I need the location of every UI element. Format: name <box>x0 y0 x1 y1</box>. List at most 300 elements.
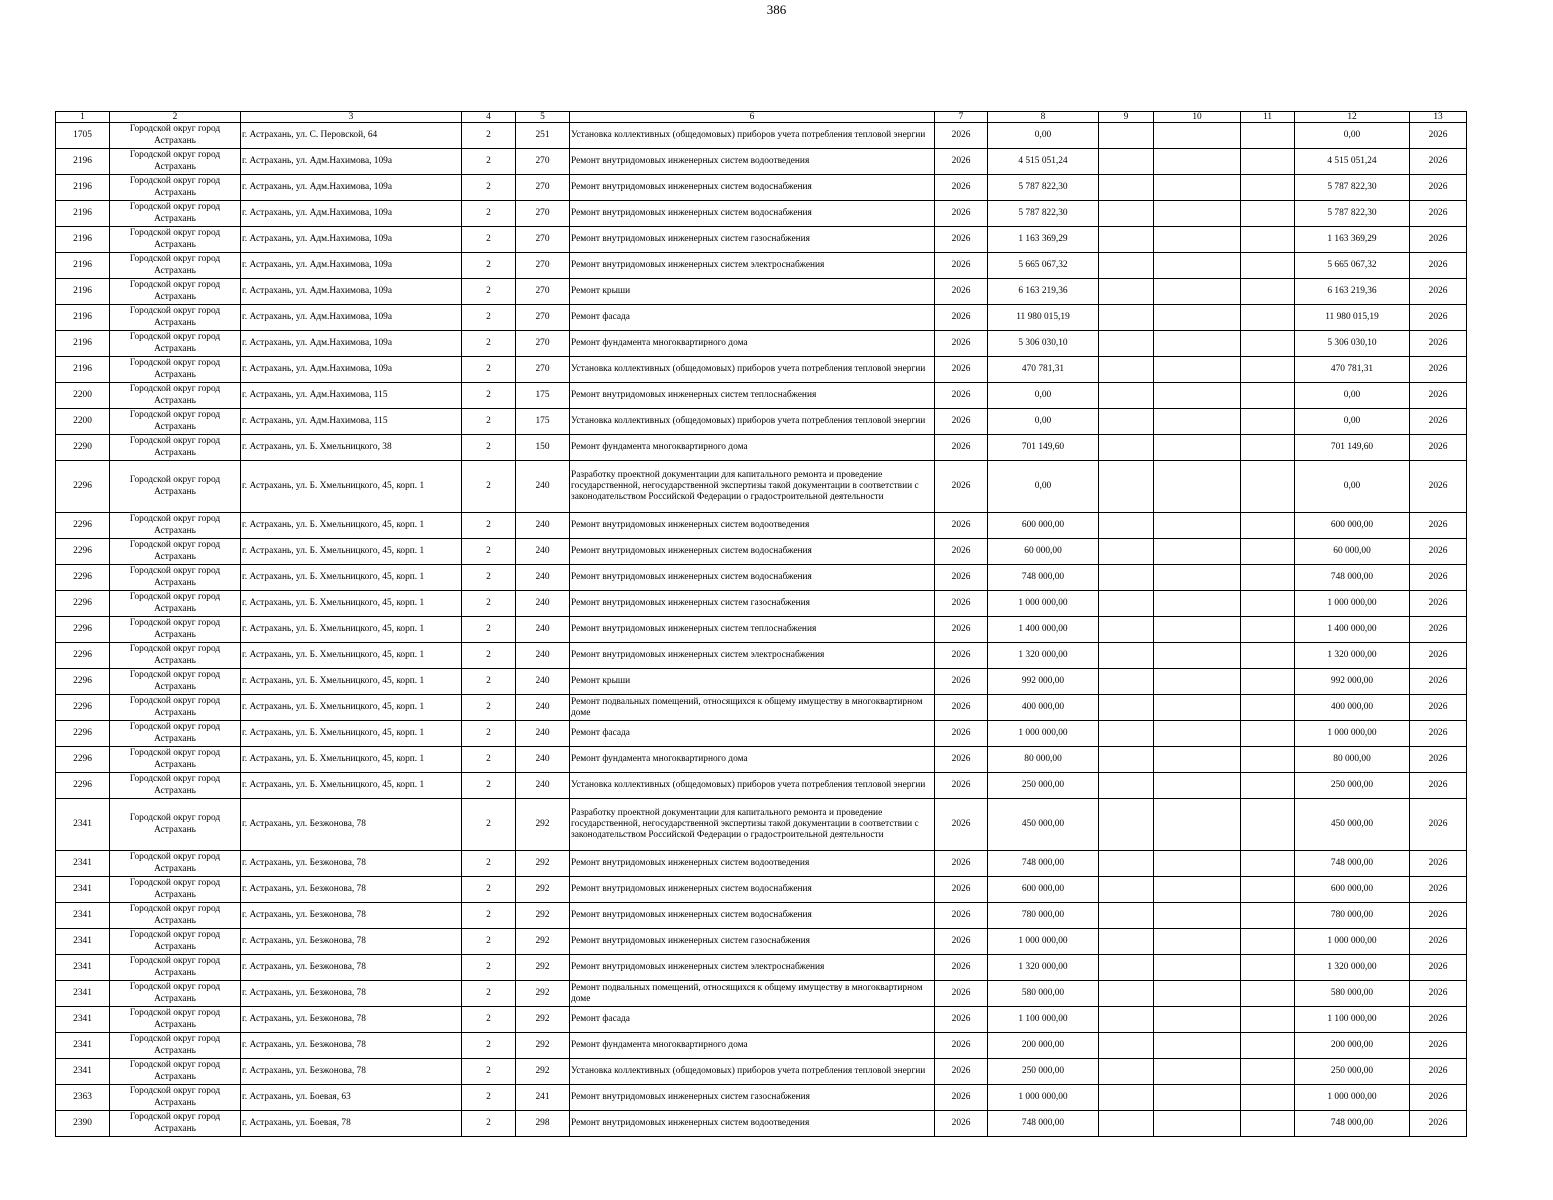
column-4-cell: 2 <box>462 617 516 643</box>
table-row <box>56 123 1467 149</box>
work-type-cell: Ремонт фасада <box>570 721 935 747</box>
house-id-cell: 1705 <box>56 123 110 149</box>
work-type-cell: Ремонт внутридомовых инженерных систем электроснабжения <box>570 643 935 669</box>
column-10-cell <box>1154 903 1241 929</box>
house-id-cell: 2296 <box>56 721 110 747</box>
completion-year-cell: 2026 <box>1410 695 1467 721</box>
column-10-cell <box>1154 149 1241 175</box>
column-4-cell: 2 <box>462 565 516 591</box>
column-11-cell <box>1241 955 1295 981</box>
column-9-cell <box>1099 1007 1154 1033</box>
column-10-cell <box>1154 513 1241 539</box>
column-5-cell: 270 <box>516 201 570 227</box>
column-10-cell <box>1154 1007 1241 1033</box>
cost-cell: 1 100 000,00 <box>988 1007 1099 1033</box>
amount-cell: 470 781,31 <box>1295 357 1410 383</box>
cost-cell: 0,00 <box>988 123 1099 149</box>
column-5-cell: 292 <box>516 955 570 981</box>
cost-cell: 450 000,00 <box>988 799 1099 851</box>
completion-year-cell: 2026 <box>1410 435 1467 461</box>
column-9-cell <box>1099 175 1154 201</box>
column-11-cell <box>1241 1059 1295 1085</box>
work-type-cell: Ремонт внутридомовых инженерных систем теплоснабжения <box>570 617 935 643</box>
house-id-cell: 2296 <box>56 773 110 799</box>
amount-cell: 0,00 <box>1295 461 1410 513</box>
column-4-cell: 2 <box>462 461 516 513</box>
completion-year-cell: 2026 <box>1410 1033 1467 1059</box>
column-10-cell <box>1154 383 1241 409</box>
cost-cell: 1 000 000,00 <box>988 1085 1099 1111</box>
house-id-cell: 2296 <box>56 565 110 591</box>
completion-year-cell: 2026 <box>1410 383 1467 409</box>
column-11-cell <box>1241 643 1295 669</box>
cost-cell: 250 000,00 <box>988 1059 1099 1085</box>
column-4-cell: 2 <box>462 877 516 903</box>
cost-cell: 60 000,00 <box>988 539 1099 565</box>
address-cell: г. Астрахань, ул. Безжонова, 78 <box>241 877 462 903</box>
column-11-cell <box>1241 461 1295 513</box>
column-4-cell: 2 <box>462 279 516 305</box>
address-cell: г. Астрахань, ул. Адм.Нахимова, 109а <box>241 175 462 201</box>
work-type-cell: Ремонт внутридомовых инженерных систем газоснабжения <box>570 1085 935 1111</box>
column-5-cell: 240 <box>516 721 570 747</box>
amount-cell: 1 400 000,00 <box>1295 617 1410 643</box>
year-cell: 2026 <box>935 227 988 253</box>
column-9-cell <box>1099 149 1154 175</box>
completion-year-cell: 2026 <box>1410 305 1467 331</box>
table-row <box>56 331 1467 357</box>
municipality-cell: Городской округ город Астрахань <box>110 1007 241 1033</box>
amount-cell: 748 000,00 <box>1295 565 1410 591</box>
address-cell: г. Астрахань, ул. Безжонова, 78 <box>241 851 462 877</box>
table-row <box>56 643 1467 669</box>
column-4-cell: 2 <box>462 747 516 773</box>
work-type-cell: Ремонт фундамента многоквартирного дома <box>570 1033 935 1059</box>
column-4-cell: 2 <box>462 227 516 253</box>
address-cell: г. Астрахань, ул. С. Перовской, 64 <box>241 123 462 149</box>
municipality-cell: Городской округ город Астрахань <box>110 1085 241 1111</box>
column-5-cell: 251 <box>516 123 570 149</box>
column-4-cell: 2 <box>462 929 516 955</box>
column-9-cell <box>1099 357 1154 383</box>
municipality-cell: Городской округ город Астрахань <box>110 955 241 981</box>
column-10-cell <box>1154 981 1241 1007</box>
column-10-cell <box>1154 175 1241 201</box>
column-11-cell <box>1241 201 1295 227</box>
municipality-cell: Городской округ город Астрахань <box>110 617 241 643</box>
column-10-cell <box>1154 1111 1241 1137</box>
work-type-cell: Ремонт подвальных помещений, относящихся к общему имуществу в многоквартирном доме <box>570 695 935 721</box>
column-11-cell <box>1241 123 1295 149</box>
amount-cell: 11 980 015,19 <box>1295 305 1410 331</box>
cost-cell: 400 000,00 <box>988 695 1099 721</box>
address-cell: г. Астрахань, ул. Б. Хмельницкого, 45, корп. 1 <box>241 773 462 799</box>
work-type-cell: Ремонт внутридомовых инженерных систем водоотведения <box>570 851 935 877</box>
column-9-cell <box>1099 253 1154 279</box>
column-10-cell <box>1154 123 1241 149</box>
amount-cell: 1 000 000,00 <box>1295 591 1410 617</box>
table-row <box>56 903 1467 929</box>
cost-cell: 1 320 000,00 <box>988 955 1099 981</box>
column-9-cell <box>1099 279 1154 305</box>
municipality-cell: Городской округ город Астрахань <box>110 435 241 461</box>
completion-year-cell: 2026 <box>1410 929 1467 955</box>
column-9-cell <box>1099 461 1154 513</box>
municipality-cell: Городской округ город Астрахань <box>110 383 241 409</box>
column-4-cell: 2 <box>462 773 516 799</box>
table-row <box>56 409 1467 435</box>
amount-cell: 1 163 369,29 <box>1295 227 1410 253</box>
house-id-cell: 2341 <box>56 981 110 1007</box>
completion-year-cell: 2026 <box>1410 357 1467 383</box>
column-9-cell <box>1099 773 1154 799</box>
column-5-cell: 292 <box>516 799 570 851</box>
work-type-cell: Ремонт внутридомовых инженерных систем газоснабжения <box>570 929 935 955</box>
house-id-cell: 2341 <box>56 877 110 903</box>
work-type-cell: Ремонт внутридомовых инженерных систем водоотведения <box>570 1111 935 1137</box>
column-11-cell <box>1241 305 1295 331</box>
house-id-cell: 2196 <box>56 201 110 227</box>
cost-cell: 748 000,00 <box>988 1111 1099 1137</box>
column-5-cell: 240 <box>516 591 570 617</box>
address-cell: г. Астрахань, ул. Б. Хмельницкого, 45, корп. 1 <box>241 669 462 695</box>
year-cell: 2026 <box>935 669 988 695</box>
cost-cell: 600 000,00 <box>988 877 1099 903</box>
municipality-cell: Городской округ город Астрахань <box>110 981 241 1007</box>
completion-year-cell: 2026 <box>1410 877 1467 903</box>
cost-cell: 580 000,00 <box>988 981 1099 1007</box>
column-4-cell: 2 <box>462 435 516 461</box>
column-9-cell <box>1099 799 1154 851</box>
cost-cell: 0,00 <box>988 383 1099 409</box>
completion-year-cell: 2026 <box>1410 539 1467 565</box>
cost-cell: 4 515 051,24 <box>988 149 1099 175</box>
house-id-cell: 2196 <box>56 175 110 201</box>
amount-cell: 0,00 <box>1295 383 1410 409</box>
municipality-cell: Городской округ город Астрахань <box>110 513 241 539</box>
completion-year-cell: 2026 <box>1410 617 1467 643</box>
year-cell: 2026 <box>935 253 988 279</box>
cost-cell: 1 000 000,00 <box>988 929 1099 955</box>
column-5-cell: 241 <box>516 1085 570 1111</box>
address-cell: г. Астрахань, ул. Боевая, 78 <box>241 1111 462 1137</box>
column-4-cell: 2 <box>462 591 516 617</box>
column-10-cell <box>1154 591 1241 617</box>
column-9-cell <box>1099 617 1154 643</box>
column-10-cell <box>1154 747 1241 773</box>
completion-year-cell: 2026 <box>1410 149 1467 175</box>
column-5-cell: 292 <box>516 1059 570 1085</box>
table-row <box>56 539 1467 565</box>
work-type-cell: Разработку проектной документации для капитального ремонта и проведение государственной, негосударственной экспертизы такой документации в соответствии с законодательством Российской Федерации о градостроительной деятельности <box>570 461 935 513</box>
column-11-cell <box>1241 929 1295 955</box>
house-id-cell: 2196 <box>56 253 110 279</box>
column-10-cell <box>1154 409 1241 435</box>
house-id-cell: 2196 <box>56 279 110 305</box>
municipality-cell: Городской округ город Астрахань <box>110 253 241 279</box>
cost-cell: 1 320 000,00 <box>988 643 1099 669</box>
column-10-cell <box>1154 1033 1241 1059</box>
column-11-cell <box>1241 695 1295 721</box>
column-9-cell <box>1099 305 1154 331</box>
municipality-cell: Городской округ город Астрахань <box>110 175 241 201</box>
house-id-cell: 2196 <box>56 149 110 175</box>
column-4-cell: 2 <box>462 1033 516 1059</box>
amount-cell: 780 000,00 <box>1295 903 1410 929</box>
column-4-cell: 2 <box>462 851 516 877</box>
completion-year-cell: 2026 <box>1410 773 1467 799</box>
house-id-cell: 2341 <box>56 799 110 851</box>
house-id-cell: 2196 <box>56 331 110 357</box>
column-4-cell: 2 <box>462 305 516 331</box>
year-cell: 2026 <box>935 461 988 513</box>
column-4-cell: 2 <box>462 123 516 149</box>
column-5-cell: 240 <box>516 747 570 773</box>
house-id-cell: 2296 <box>56 591 110 617</box>
column-10-cell <box>1154 201 1241 227</box>
column-9-cell <box>1099 955 1154 981</box>
column-9-cell <box>1099 383 1154 409</box>
amount-cell: 450 000,00 <box>1295 799 1410 851</box>
house-id-cell: 2200 <box>56 409 110 435</box>
cost-cell: 1 000 000,00 <box>988 721 1099 747</box>
column-11-cell <box>1241 799 1295 851</box>
column-4-cell: 2 <box>462 201 516 227</box>
house-id-cell: 2296 <box>56 617 110 643</box>
completion-year-cell: 2026 <box>1410 1085 1467 1111</box>
completion-year-cell: 2026 <box>1410 955 1467 981</box>
column-11-cell <box>1241 565 1295 591</box>
completion-year-cell: 2026 <box>1410 799 1467 851</box>
cost-cell: 470 781,31 <box>988 357 1099 383</box>
house-id-cell: 2290 <box>56 435 110 461</box>
municipality-cell: Городской округ город Астрахань <box>110 565 241 591</box>
address-cell: г. Астрахань, ул. Б. Хмельницкого, 45, корп. 1 <box>241 565 462 591</box>
table-row <box>56 591 1467 617</box>
column-10-cell <box>1154 227 1241 253</box>
cost-cell: 600 000,00 <box>988 513 1099 539</box>
completion-year-cell: 2026 <box>1410 643 1467 669</box>
column-10-cell <box>1154 877 1241 903</box>
house-id-cell: 2341 <box>56 929 110 955</box>
amount-cell: 748 000,00 <box>1295 1111 1410 1137</box>
municipality-cell: Городской округ город Астрахань <box>110 1059 241 1085</box>
column-9-cell <box>1099 201 1154 227</box>
completion-year-cell: 2026 <box>1410 591 1467 617</box>
column-5-cell: 292 <box>516 1007 570 1033</box>
year-cell: 2026 <box>935 565 988 591</box>
year-cell: 2026 <box>935 123 988 149</box>
column-10-cell <box>1154 1059 1241 1085</box>
column-5-cell: 292 <box>516 877 570 903</box>
column-11-cell <box>1241 1111 1295 1137</box>
column-11-cell <box>1241 175 1295 201</box>
cost-cell: 701 149,60 <box>988 435 1099 461</box>
table-row <box>56 799 1467 851</box>
column-5-cell: 292 <box>516 851 570 877</box>
address-cell: г. Астрахань, ул. Адм.Нахимова, 109а <box>241 305 462 331</box>
column-11-cell <box>1241 279 1295 305</box>
work-type-cell: Ремонт внутридомовых инженерных систем водоотведения <box>570 149 935 175</box>
address-cell: г. Астрахань, ул. Б. Хмельницкого, 45, корп. 1 <box>241 695 462 721</box>
table-row <box>56 1085 1467 1111</box>
column-11-cell <box>1241 253 1295 279</box>
completion-year-cell: 2026 <box>1410 981 1467 1007</box>
house-id-cell: 2341 <box>56 1033 110 1059</box>
address-cell: г. Астрахань, ул. Б. Хмельницкого, 45, корп. 1 <box>241 617 462 643</box>
amount-cell: 0,00 <box>1295 123 1410 149</box>
completion-year-cell: 2026 <box>1410 175 1467 201</box>
column-4-cell: 2 <box>462 643 516 669</box>
municipality-cell: Городской округ город Астрахань <box>110 201 241 227</box>
column-10-cell <box>1154 929 1241 955</box>
column-10-cell <box>1154 461 1241 513</box>
house-id-cell: 2296 <box>56 461 110 513</box>
column-5-cell: 270 <box>516 331 570 357</box>
year-cell: 2026 <box>935 175 988 201</box>
table-row <box>56 695 1467 721</box>
column-10-cell <box>1154 305 1241 331</box>
column-5-cell: 270 <box>516 227 570 253</box>
table-row <box>56 565 1467 591</box>
municipality-cell: Городской округ город Астрахань <box>110 669 241 695</box>
amount-cell: 200 000,00 <box>1295 1033 1410 1059</box>
work-type-cell: Ремонт фундамента многоквартирного дома <box>570 435 935 461</box>
column-5-cell: 175 <box>516 409 570 435</box>
amount-cell: 992 000,00 <box>1295 669 1410 695</box>
address-cell: г. Астрахань, ул. Б. Хмельницкого, 45, корп. 1 <box>241 461 462 513</box>
column-10-cell <box>1154 799 1241 851</box>
column-11-cell <box>1241 851 1295 877</box>
column-header: 1 <box>56 112 110 123</box>
work-type-cell: Ремонт фасада <box>570 1007 935 1033</box>
column-4-cell: 2 <box>462 513 516 539</box>
amount-cell: 1 100 000,00 <box>1295 1007 1410 1033</box>
year-cell: 2026 <box>935 1111 988 1137</box>
column-11-cell <box>1241 877 1295 903</box>
column-10-cell <box>1154 669 1241 695</box>
column-10-cell <box>1154 721 1241 747</box>
year-cell: 2026 <box>935 1007 988 1033</box>
address-cell: г. Астрахань, ул. Б. Хмельницкого, 45, корп. 1 <box>241 643 462 669</box>
column-9-cell <box>1099 591 1154 617</box>
column-11-cell <box>1241 669 1295 695</box>
table-row <box>56 253 1467 279</box>
municipality-cell: Городской округ город Астрахань <box>110 409 241 435</box>
column-4-cell: 2 <box>462 175 516 201</box>
year-cell: 2026 <box>935 539 988 565</box>
house-id-cell: 2200 <box>56 383 110 409</box>
year-cell: 2026 <box>935 773 988 799</box>
cost-cell: 748 000,00 <box>988 851 1099 877</box>
column-5-cell: 240 <box>516 643 570 669</box>
amount-cell: 1 000 000,00 <box>1295 1085 1410 1111</box>
column-10-cell <box>1154 565 1241 591</box>
column-4-cell: 2 <box>462 539 516 565</box>
table-row <box>56 227 1467 253</box>
column-11-cell <box>1241 383 1295 409</box>
completion-year-cell: 2026 <box>1410 903 1467 929</box>
completion-year-cell: 2026 <box>1410 747 1467 773</box>
completion-year-cell: 2026 <box>1410 409 1467 435</box>
completion-year-cell: 2026 <box>1410 253 1467 279</box>
municipality-cell: Городской округ город Астрахань <box>110 903 241 929</box>
column-4-cell: 2 <box>462 695 516 721</box>
column-11-cell <box>1241 1007 1295 1033</box>
work-type-cell: Ремонт фундамента многоквартирного дома <box>570 331 935 357</box>
column-4-cell: 2 <box>462 1111 516 1137</box>
work-type-cell: Ремонт внутридомовых инженерных систем газоснабжения <box>570 591 935 617</box>
column-header: 7 <box>935 112 988 123</box>
municipality-cell: Городской округ город Астрахань <box>110 799 241 851</box>
cost-cell: 0,00 <box>988 409 1099 435</box>
table-row <box>56 383 1467 409</box>
amount-cell: 600 000,00 <box>1295 513 1410 539</box>
column-11-cell <box>1241 331 1295 357</box>
work-type-cell: Ремонт внутридомовых инженерных систем водоснабжения <box>570 539 935 565</box>
amount-cell: 250 000,00 <box>1295 773 1410 799</box>
completion-year-cell: 2026 <box>1410 279 1467 305</box>
address-cell: г. Астрахань, ул. Адм.Нахимова, 109а <box>241 227 462 253</box>
table-row <box>56 461 1467 513</box>
column-5-cell: 270 <box>516 149 570 175</box>
year-cell: 2026 <box>935 305 988 331</box>
table-row <box>56 1033 1467 1059</box>
municipality-cell: Городской округ город Астрахань <box>110 279 241 305</box>
completion-year-cell: 2026 <box>1410 513 1467 539</box>
completion-year-cell: 2026 <box>1410 1059 1467 1085</box>
column-9-cell <box>1099 669 1154 695</box>
column-10-cell <box>1154 253 1241 279</box>
amount-cell: 0,00 <box>1295 409 1410 435</box>
year-cell: 2026 <box>935 1085 988 1111</box>
amount-cell: 80 000,00 <box>1295 747 1410 773</box>
work-type-cell: Ремонт внутридомовых инженерных систем электроснабжения <box>570 955 935 981</box>
year-cell: 2026 <box>935 279 988 305</box>
amount-cell: 748 000,00 <box>1295 851 1410 877</box>
column-11-cell <box>1241 1085 1295 1111</box>
column-5-cell: 270 <box>516 253 570 279</box>
completion-year-cell: 2026 <box>1410 669 1467 695</box>
cost-cell: 200 000,00 <box>988 1033 1099 1059</box>
column-9-cell <box>1099 1059 1154 1085</box>
column-4-cell: 2 <box>462 1007 516 1033</box>
table-row <box>56 877 1467 903</box>
house-id-cell: 2196 <box>56 305 110 331</box>
work-type-cell: Ремонт подвальных помещений, относящихся к общему имуществу в многоквартирном доме <box>570 981 935 1007</box>
column-header: 8 <box>988 112 1099 123</box>
table-row <box>56 981 1467 1007</box>
column-5-cell: 240 <box>516 539 570 565</box>
cost-cell: 5 306 030,10 <box>988 331 1099 357</box>
cost-cell: 80 000,00 <box>988 747 1099 773</box>
column-5-cell: 240 <box>516 617 570 643</box>
work-type-cell: Разработку проектной документации для капитального ремонта и проведение государственной, негосударственной экспертизы такой документации в соответствии с законодательством Российской Федерации о градостроительной деятельности <box>570 799 935 851</box>
cost-cell: 6 163 219,36 <box>988 279 1099 305</box>
year-cell: 2026 <box>935 513 988 539</box>
amount-cell: 4 515 051,24 <box>1295 149 1410 175</box>
work-type-cell: Ремонт внутридомовых инженерных систем водоотведения <box>570 513 935 539</box>
table-row <box>56 357 1467 383</box>
amount-cell: 580 000,00 <box>1295 981 1410 1007</box>
year-cell: 2026 <box>935 799 988 851</box>
amount-cell: 5 665 067,32 <box>1295 253 1410 279</box>
year-cell: 2026 <box>935 149 988 175</box>
year-cell: 2026 <box>935 955 988 981</box>
column-10-cell <box>1154 773 1241 799</box>
work-type-cell: Ремонт внутридомовых инженерных систем теплоснабжения <box>570 383 935 409</box>
municipality-cell: Городской округ город Астрахань <box>110 357 241 383</box>
